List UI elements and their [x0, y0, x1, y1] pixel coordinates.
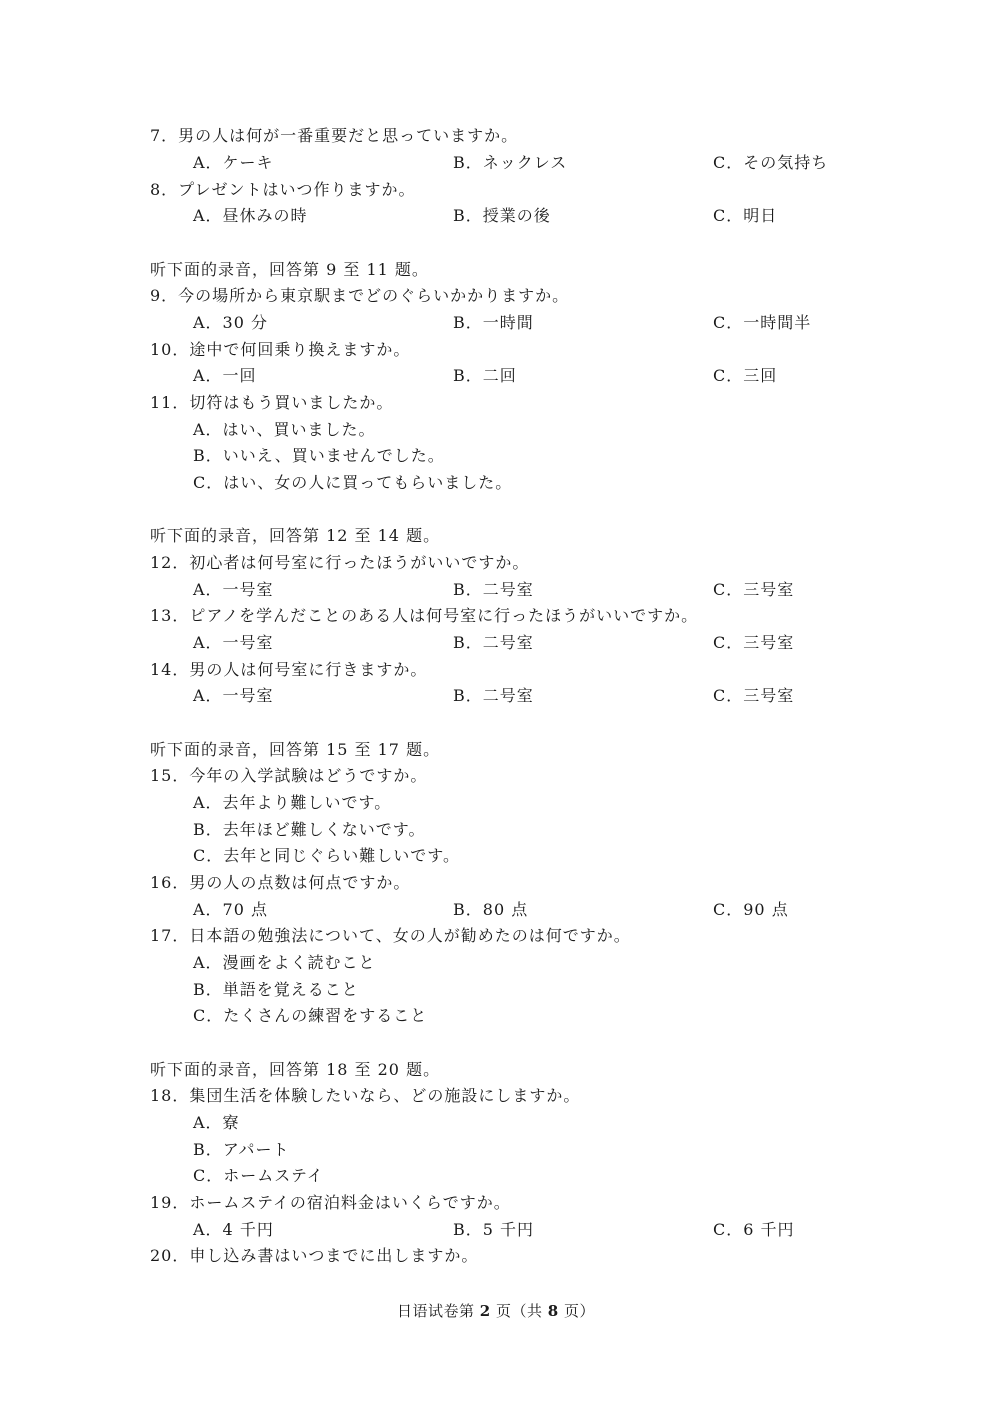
section-instruction-18-20: 听下面的录音，回答第 18 至 20 题。	[150, 1060, 441, 1079]
question-16: 16．男の人の点数は何点ですか。	[150, 873, 411, 892]
section-instruction-12-14: 听下面的录音，回答第 12 至 14 题。	[150, 526, 441, 545]
question-11: 11．切符はもう買いましたか。	[150, 393, 394, 412]
question-14: 14．男の人は何号室に行きますか。	[150, 660, 428, 679]
q17-option-a: A．漫画をよく読むこと	[193, 953, 376, 972]
q11-option-b: B．いいえ、買いませんでした。	[193, 446, 445, 465]
q7-option-a: A．ケーキ	[193, 153, 274, 172]
q10-option-b: B．二回	[453, 366, 517, 385]
q16-option-a: A．70 点	[193, 900, 269, 919]
q16-option-b: B．80 点	[453, 900, 529, 919]
q13-option-c: C．三号室	[713, 633, 795, 652]
q19-option-b: B．5 千円	[453, 1220, 535, 1239]
q10-option-c: C．三回	[713, 366, 778, 385]
q9-option-b: B．一時間	[453, 313, 534, 332]
q9-option-a: A．30 分	[193, 313, 269, 332]
footer-page-number: 2	[479, 1302, 491, 1320]
q15-option-c: C．去年と同じぐらい難しいです。	[193, 846, 460, 865]
q17-option-c: C．たくさんの練習をすること	[193, 1006, 428, 1025]
q10-option-a: A．一回	[193, 366, 257, 385]
question-7: 7．男の人は何が一番重要だと思っていますか。	[150, 126, 519, 145]
q15-option-a: A．去年より難しいです。	[193, 793, 392, 812]
q13-option-a: A．一号室	[193, 633, 274, 652]
q7-option-c: C．その気持ち	[713, 153, 829, 172]
q8-option-a: A．昼休みの時	[193, 206, 308, 225]
q15-option-b: B．去年ほど難しくないです。	[193, 820, 426, 839]
q14-option-a: A．一号室	[193, 686, 274, 705]
q9-option-c: C．一時間半	[713, 313, 812, 332]
footer-total-pages: 8	[547, 1302, 559, 1320]
question-18: 18．集団生活を体験したいなら、どの施設にしますか。	[150, 1086, 581, 1105]
q19-option-a: A．4 千円	[193, 1220, 274, 1239]
q18-option-b: B．アパート	[193, 1140, 290, 1159]
footer-prefix: 日语试卷第	[397, 1302, 480, 1320]
footer-suffix: 页）	[558, 1302, 595, 1320]
q13-option-b: B．二号室	[453, 633, 534, 652]
q8-option-b: B．授業の後	[453, 206, 551, 225]
page-footer	[0, 1300, 992, 1321]
question-15: 15．今年の入学試験はどうですか。	[150, 766, 428, 785]
question-19: 19．ホームステイの宿泊料金はいくらですか。	[150, 1193, 511, 1212]
question-20: 20．申し込み書はいつまでに出しますか。	[150, 1246, 479, 1265]
footer-middle: 页（共	[490, 1302, 548, 1320]
q8-option-c: C．明日	[713, 206, 778, 225]
question-17: 17．日本語の勉強法について、女の人が勧めたのは何ですか。	[150, 926, 631, 945]
question-12: 12．初心者は何号室に行ったほうがいいですか。	[150, 553, 530, 572]
section-instruction-9-11: 听下面的录音，回答第 9 至 11 题。	[150, 260, 429, 279]
question-8: 8．プレゼントはいつ作りますか。	[150, 180, 416, 199]
q19-option-c: C．6 千円	[713, 1220, 795, 1239]
q14-option-b: B．二号室	[453, 686, 534, 705]
q17-option-b: B．単語を覚えること	[193, 980, 359, 999]
question-9: 9．今の場所から東京駅までどのぐらいかかりますか。	[150, 286, 570, 305]
q7-option-b: B．ネックレス	[453, 153, 568, 172]
question-13: 13．ピアノを学んだことのある人は何号室に行ったほうがいいですか。	[150, 606, 699, 625]
section-instruction-15-17: 听下面的录音，回答第 15 至 17 题。	[150, 740, 441, 759]
q11-option-a: A．はい、買いました。	[193, 420, 376, 439]
q18-option-c: C．ホームステイ	[193, 1166, 324, 1185]
q16-option-c: C．90 点	[713, 900, 789, 919]
q11-option-c: C．はい、女の人に買ってもらいました。	[193, 473, 513, 492]
q14-option-c: C．三号室	[713, 686, 795, 705]
q12-option-c: C．三号室	[713, 580, 795, 599]
q18-option-a: A．寮	[193, 1113, 240, 1132]
q12-option-a: A．一号室	[193, 580, 274, 599]
question-10: 10．途中で何回乗り換えますか。	[150, 340, 411, 359]
q12-option-b: B．二号室	[453, 580, 534, 599]
